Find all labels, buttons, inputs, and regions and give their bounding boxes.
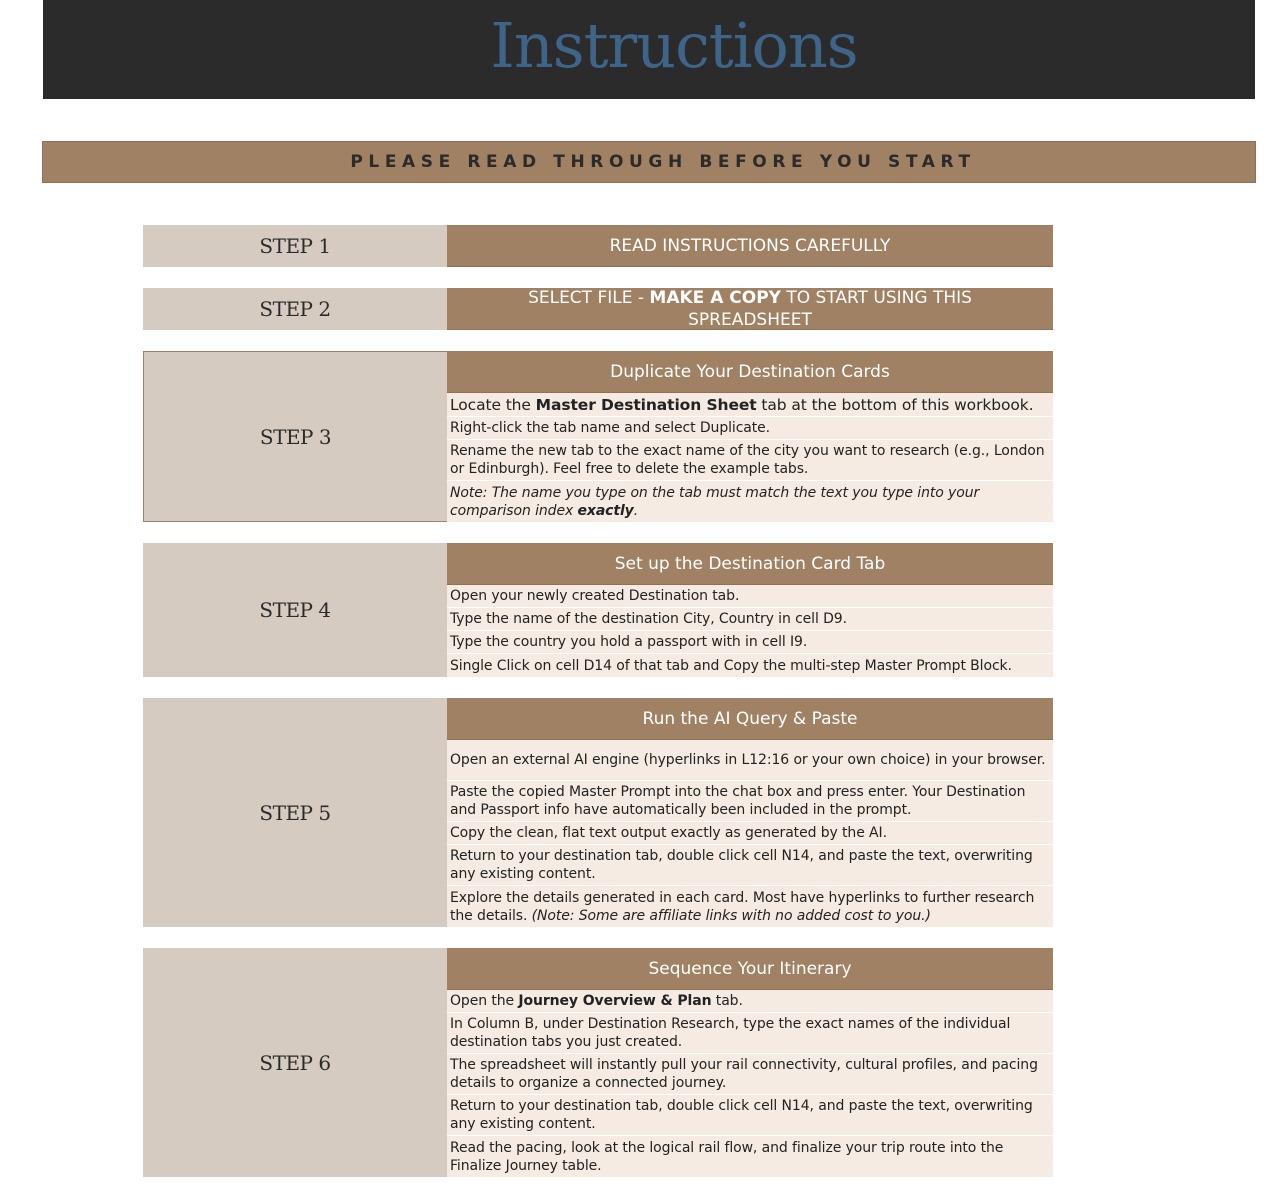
- list-item: Locate the Master Destination Sheet tab at the bottom of this workbook.: [447, 393, 1053, 417]
- list-item: Single Click on cell D14 of that tab and Copy the multi-step Master Prompt Block.: [447, 654, 1053, 677]
- step-label: STEP 3: [143, 351, 447, 522]
- list-item: Paste the copied Master Prompt into the chat box and press enter. Your Destination and Passport info have automatically been included in the prompt.: [447, 781, 1053, 822]
- list-item: Note: The name you type on the tab must match the text you type into your comparison index exactly.: [447, 481, 1053, 522]
- list-item: Read the pacing, look at the logical rail flow, and finalize your trip route into the Finalize Journey table.: [447, 1136, 1053, 1177]
- page-title: Instructions: [490, 9, 858, 82]
- step-2: [143, 288, 1053, 330]
- step-4: [143, 543, 1053, 677]
- make-a-copy-emphasis: MAKE A COPY: [649, 287, 781, 308]
- list-item: Type the name of the destination City, Country in cell D9.: [447, 608, 1053, 631]
- step-6: [143, 948, 1053, 1177]
- title-bar: [43, 0, 1255, 99]
- step-heading: Set up the Destination Card Tab: [447, 543, 1053, 585]
- banner-text: PLEASE READ THROUGH BEFORE YOU START: [350, 152, 976, 172]
- list-item: Explore the details generated in each card. Most have hyperlinks to further research the details. (Note: Some are affiliate links with no added cost to you.): [447, 886, 1053, 927]
- list-item: Open your newly created Destination tab.: [447, 585, 1053, 608]
- step-3: [143, 351, 1053, 522]
- list-item: Open the Journey Overview & Plan tab.: [447, 990, 1053, 1013]
- step-label: STEP 5: [143, 698, 447, 927]
- step-heading: Duplicate Your Destination Cards: [447, 351, 1053, 393]
- list-item: Open an external AI engine (hyperlinks in L12:16 or your own choice) in your browser.: [447, 740, 1053, 781]
- list-item: In Column B, under Destination Research, type the exact names of the individual destination tabs you just created.: [447, 1013, 1053, 1054]
- step-label: STEP 2: [143, 288, 447, 330]
- list-item: The spreadsheet will instantly pull your rail connectivity, cultural profiles, and pacing details to organize a connected journey.: [447, 1054, 1053, 1095]
- step-heading: READ INSTRUCTIONS CAREFULLY: [447, 225, 1053, 267]
- list-item: Return to your destination tab, double click cell N14, and paste the text, overwriting any existing content.: [447, 845, 1053, 886]
- read-first-banner: [42, 141, 1256, 183]
- list-item: Return to your destination tab, double click cell N14, and paste the text, overwriting any existing content.: [447, 1095, 1053, 1136]
- step-heading: Sequence Your Itinerary: [447, 948, 1053, 990]
- list-item: Type the country you hold a passport with in cell I9.: [447, 631, 1053, 654]
- step-1: [143, 225, 1053, 267]
- list-item: Right-click the tab name and select Duplicate.: [447, 417, 1053, 440]
- step-label: STEP 1: [143, 225, 447, 267]
- step-heading: SELECT FILE - MAKE A COPY TO START USING THIS SPREADSHEET: [447, 288, 1053, 330]
- list-item: Rename the new tab to the exact name of the city you want to research (e.g., London or Edinburgh). Feel free to delete the example tabs.: [447, 440, 1053, 481]
- step-label: STEP 6: [143, 948, 447, 1177]
- list-item: Copy the clean, flat text output exactly as generated by the AI.: [447, 822, 1053, 845]
- step-heading: Run the AI Query & Paste: [447, 698, 1053, 740]
- step-label: STEP 4: [143, 543, 447, 677]
- step-5: [143, 698, 1053, 927]
